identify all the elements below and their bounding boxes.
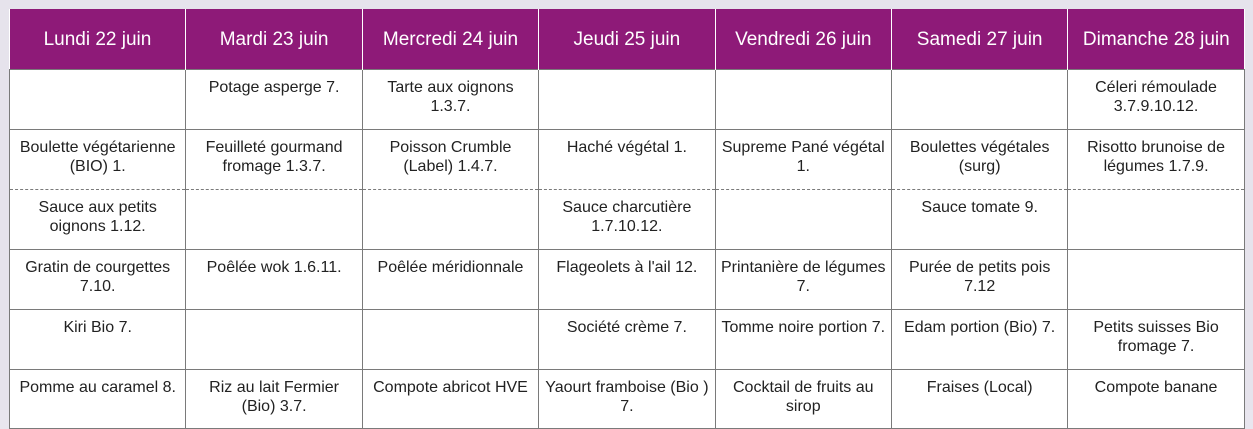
menu-cell: Flageolets à l'ail 12.	[539, 250, 715, 310]
sauce-row	[10, 190, 1245, 250]
menu-cell: Poisson Crumble (Label) 1.4.7.	[362, 130, 538, 190]
day-header-saturday: Samedi 27 juin	[891, 9, 1067, 70]
menu-cell	[186, 190, 362, 250]
menu-cell: Haché végétal 1.	[539, 130, 715, 190]
menu-cell: Kiri Bio 7.	[10, 310, 186, 370]
menu-cell: Yaourt framboise (Bio ) 7.	[539, 370, 715, 429]
day-header-wednesday: Mercredi 24 juin	[362, 9, 538, 70]
menu-cell: Poêlée wok 1.6.11.	[186, 250, 362, 310]
menu-cell: Compote abricot HVE	[362, 370, 538, 429]
menu-cell: Boulettes végétales (surg)	[891, 130, 1067, 190]
menu-cell: Risotto brunoise de légumes 1.7.9.	[1068, 130, 1244, 190]
weekly-menu-table	[9, 9, 1245, 429]
menu-cell	[362, 310, 538, 370]
menu-cell: Céleri rémoulade 3.7.9.10.12.	[1068, 70, 1244, 130]
dessert-row	[10, 370, 1245, 429]
menu-cell: Petits suisses Bio fromage 7.	[1068, 310, 1244, 370]
menu-cell	[891, 70, 1067, 130]
menu-cell	[186, 310, 362, 370]
menu-cell: Printanière de légumes 7.	[715, 250, 891, 310]
starter-row	[10, 70, 1245, 130]
menu-cell: Pomme au caramel 8.	[10, 370, 186, 429]
menu-cell: Société crème 7.	[539, 310, 715, 370]
menu-cell	[539, 70, 715, 130]
menu-cell: Tarte aux oignons 1.3.7.	[362, 70, 538, 130]
menu-cell	[715, 190, 891, 250]
day-header-tuesday: Mardi 23 juin	[186, 9, 362, 70]
menu-cell: Gratin de courgettes 7.10.	[10, 250, 186, 310]
menu-cell: Riz au lait Fermier (Bio) 3.7.	[186, 370, 362, 429]
menu-cell	[10, 70, 186, 130]
menu-cell: Fraises (Local)	[891, 370, 1067, 429]
day-header-friday: Vendredi 26 juin	[715, 9, 891, 70]
menu-cell: Tomme noire portion 7.	[715, 310, 891, 370]
dairy-row	[10, 310, 1245, 370]
menu-cell: Edam portion (Bio) 7.	[891, 310, 1067, 370]
menu-cell: Sauce tomate 9.	[891, 190, 1067, 250]
menu-cell	[1068, 190, 1244, 250]
menu-cell: Purée de petits pois 7.12	[891, 250, 1067, 310]
menu-cell: Feuilleté gourmand fromage 1.3.7.	[186, 130, 362, 190]
menu-cell: Supreme Pané végétal 1.	[715, 130, 891, 190]
day-header-sunday: Dimanche 28 juin	[1068, 9, 1244, 70]
menu-cell	[715, 70, 891, 130]
menu-cell: Potage asperge 7.	[186, 70, 362, 130]
menu-cell: Poêlée méridionnale	[362, 250, 538, 310]
menu-cell	[1068, 250, 1244, 310]
menu-cell	[362, 190, 538, 250]
day-header-thursday: Jeudi 25 juin	[539, 9, 715, 70]
menu-cell: Sauce aux petits oignons 1.12.	[10, 190, 186, 250]
day-header-monday: Lundi 22 juin	[10, 9, 186, 70]
menu-cell: Cocktail de fruits au sirop	[715, 370, 891, 429]
menu-cell: Sauce charcutière 1.7.10.12.	[539, 190, 715, 250]
menu-cell: Boulette végétarienne (BIO) 1.	[10, 130, 186, 190]
header-row	[10, 9, 1245, 70]
side-dish-row	[10, 250, 1245, 310]
main-dish-row	[10, 130, 1245, 190]
menu-cell: Compote banane	[1068, 370, 1244, 429]
